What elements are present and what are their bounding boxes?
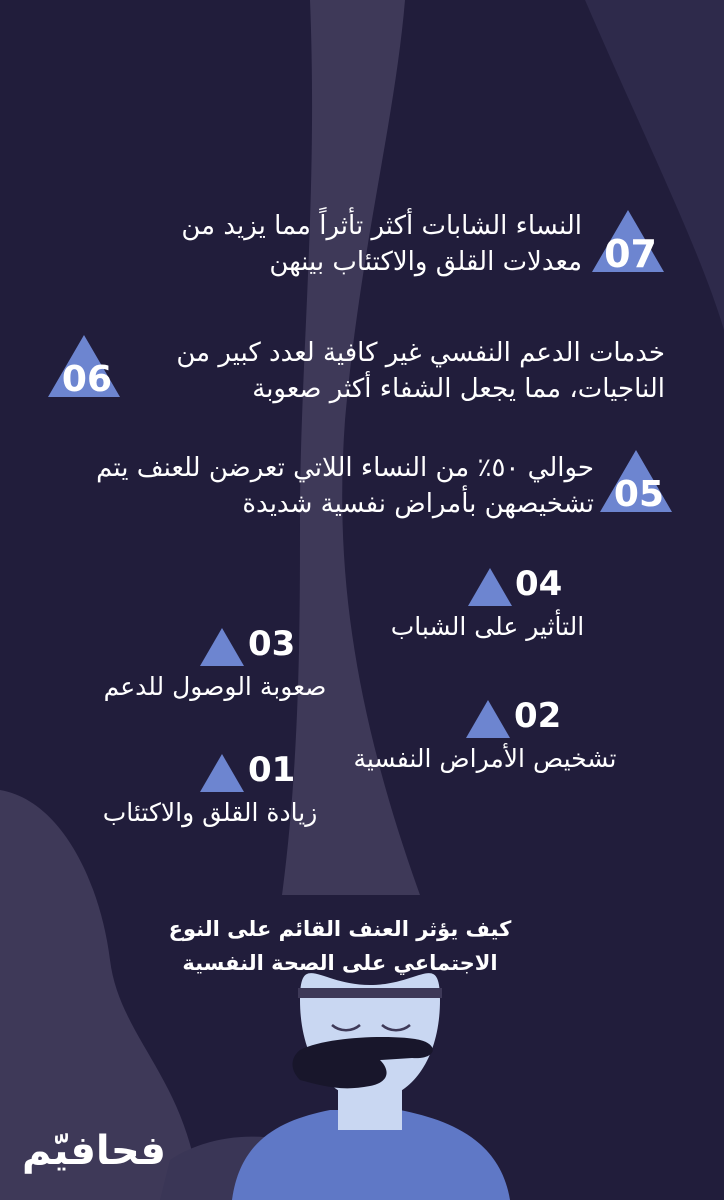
item-text: صعوبة الوصول للدعم [103,672,327,701]
triangle-icon [466,700,510,738]
item-02 [320,694,660,784]
logo-mark: فحافيّم [22,1128,166,1174]
item-number: 07 [604,232,657,276]
item-number: 03 [248,624,296,664]
item-number: 06 [61,359,112,400]
item-text: زيادة القلق والاكتئاب [102,798,318,827]
page-title: كيف يؤثر العنف القائم على النوع الاجتماعي على الصحة النفسية [168,917,512,975]
item-07 [96,208,700,288]
item-number: 04 [515,564,563,604]
woman-illustration [232,973,510,1200]
item-text: تشخيص الأمراض النفسية [353,744,617,773]
item-text: النساء الشابات أكثر تأثراً مما يزيد من معدلات القلق والاكتئاب بينهن [181,211,582,277]
triangle-icon [468,568,512,606]
triangle-icon [200,628,244,666]
item-03 [80,622,360,712]
item-text: خدمات الدعم النفسي غير كافية لعدد كبير من الناجيات، مما يجعل الشفاء أكثر صعوبة [176,338,665,404]
item-text: حوالي ٥٠٪ من النساء اللاتي تعرضن للعنف يتم تشخيصهن بأمراض نفسية شديدة [96,453,594,519]
item-01 [70,748,360,838]
item-05 [60,450,700,530]
item-number: 01 [248,750,296,790]
triangle-icon [200,754,244,792]
item-number: 05 [613,474,664,515]
item-04 [360,562,620,652]
item-number: 02 [514,696,562,736]
item-06 [48,335,688,415]
item-text: التأثير على الشباب [390,612,585,641]
